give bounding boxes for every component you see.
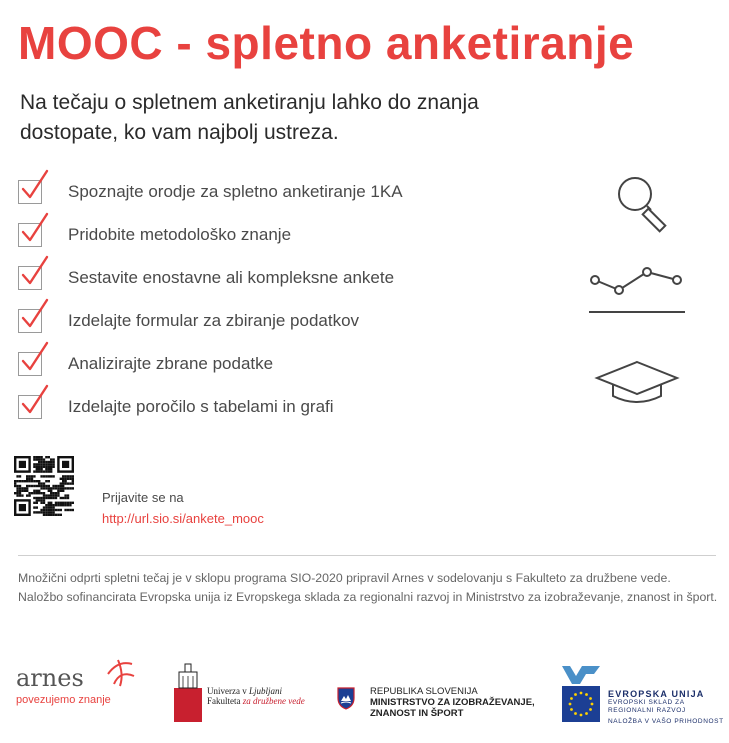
eu-line4: NALOŽBA V VAŠO PRIHODNOST — [608, 718, 724, 725]
checkmark-icon — [17, 167, 51, 201]
checklist — [18, 170, 403, 428]
arnes-swirl-icon — [104, 656, 138, 690]
checkbox — [18, 352, 42, 376]
ministry-text — [370, 686, 535, 719]
arnes-tagline: povezujemo znanje — [16, 694, 111, 706]
ministry-line3: ZNANOST IN ŠPORT — [370, 708, 464, 719]
page-title: MOOC - spletno anketiranje — [18, 17, 635, 69]
university-logo — [174, 662, 304, 722]
arnes-logo — [16, 664, 111, 706]
checklist-label: Sestavite enostavne ali kompleksne ankete — [68, 267, 395, 287]
footer-text: Množični odprti spletni tečaj je v sklopu programa SIO-2020 pripravil Arnes v sodelovanju s Fakulteto za družbene vede. Naložbo sofinancirata Evropska unija iz Evropskega sklada za regionalni razvoj in Ministrstvo za izobraževanje, znanost in šport. — [18, 571, 718, 604]
checklist-label: Pridobite metodološko znanje — [68, 224, 292, 244]
university-line2: Fakulteta — [207, 696, 241, 706]
line-chart-icon — [585, 258, 695, 318]
eu-line2: EVROPSKI SKLAD ZA — [608, 699, 685, 706]
checklist-item — [18, 170, 403, 213]
signup-label: Prijavite se na — [102, 490, 184, 505]
checklist-item — [18, 213, 403, 256]
checkbox — [18, 223, 42, 247]
checklist-label: Izdelajte poročilo s tabelami in grafi — [68, 396, 334, 416]
checkmark-icon — [17, 253, 51, 287]
signup-block — [102, 490, 264, 526]
checklist-item — [18, 299, 403, 342]
university-line1: Univerza v — [207, 686, 247, 696]
checklist-item — [18, 342, 403, 385]
icon-column — [585, 170, 695, 410]
magnifier-icon — [611, 172, 691, 242]
checkmark-icon — [17, 382, 51, 416]
checklist-item — [18, 256, 403, 299]
university-crest-icon — [174, 662, 202, 722]
checklist-item — [18, 385, 403, 428]
slovenia-crest-icon — [336, 686, 356, 710]
qr-code — [14, 456, 74, 516]
checkbox — [18, 395, 42, 419]
checkbox — [18, 309, 42, 333]
subtitle: Na tečaju o spletnem anketiranju lahko do znanja dostopate, ko vam najbolj ustreza. — [20, 91, 479, 144]
checklist-label: Izdelajte formular za zbiranje podatkov — [68, 310, 360, 330]
signup-link[interactable]: http://url.sio.si/ankete_mooc — [102, 511, 264, 526]
ministry-line1: REPUBLIKA SLOVENIJA — [370, 686, 478, 697]
university-line2-red: za družbene vede — [242, 696, 305, 706]
checkbox — [18, 266, 42, 290]
university-line1-italic: Ljubljani — [248, 686, 282, 696]
eu-line1: EVROPSKA UNIJA — [608, 689, 705, 699]
graduation-cap-icon — [593, 356, 693, 416]
checkmark-icon — [17, 210, 51, 244]
ministry-line2: MINISTRSTVO ZA IZOBRAŽEVANJE, — [370, 697, 535, 708]
checkmark-icon — [17, 296, 51, 330]
arnes-wordmark: arnes — [16, 664, 84, 692]
eu-line3: REGIONALNI RAZVOJ — [608, 707, 686, 714]
checkmark-icon — [17, 339, 51, 373]
eu-slovenia-mark-icon — [560, 664, 602, 724]
eu-text — [608, 690, 724, 726]
eu-logo — [560, 664, 725, 724]
checkbox — [18, 180, 42, 204]
divider — [18, 555, 716, 556]
university-name — [207, 686, 305, 706]
checklist-label: Spoznajte orodje za spletno anketiranje 1KA — [68, 181, 403, 201]
checklist-label: Analizirajte zbrane podatke — [68, 353, 274, 373]
